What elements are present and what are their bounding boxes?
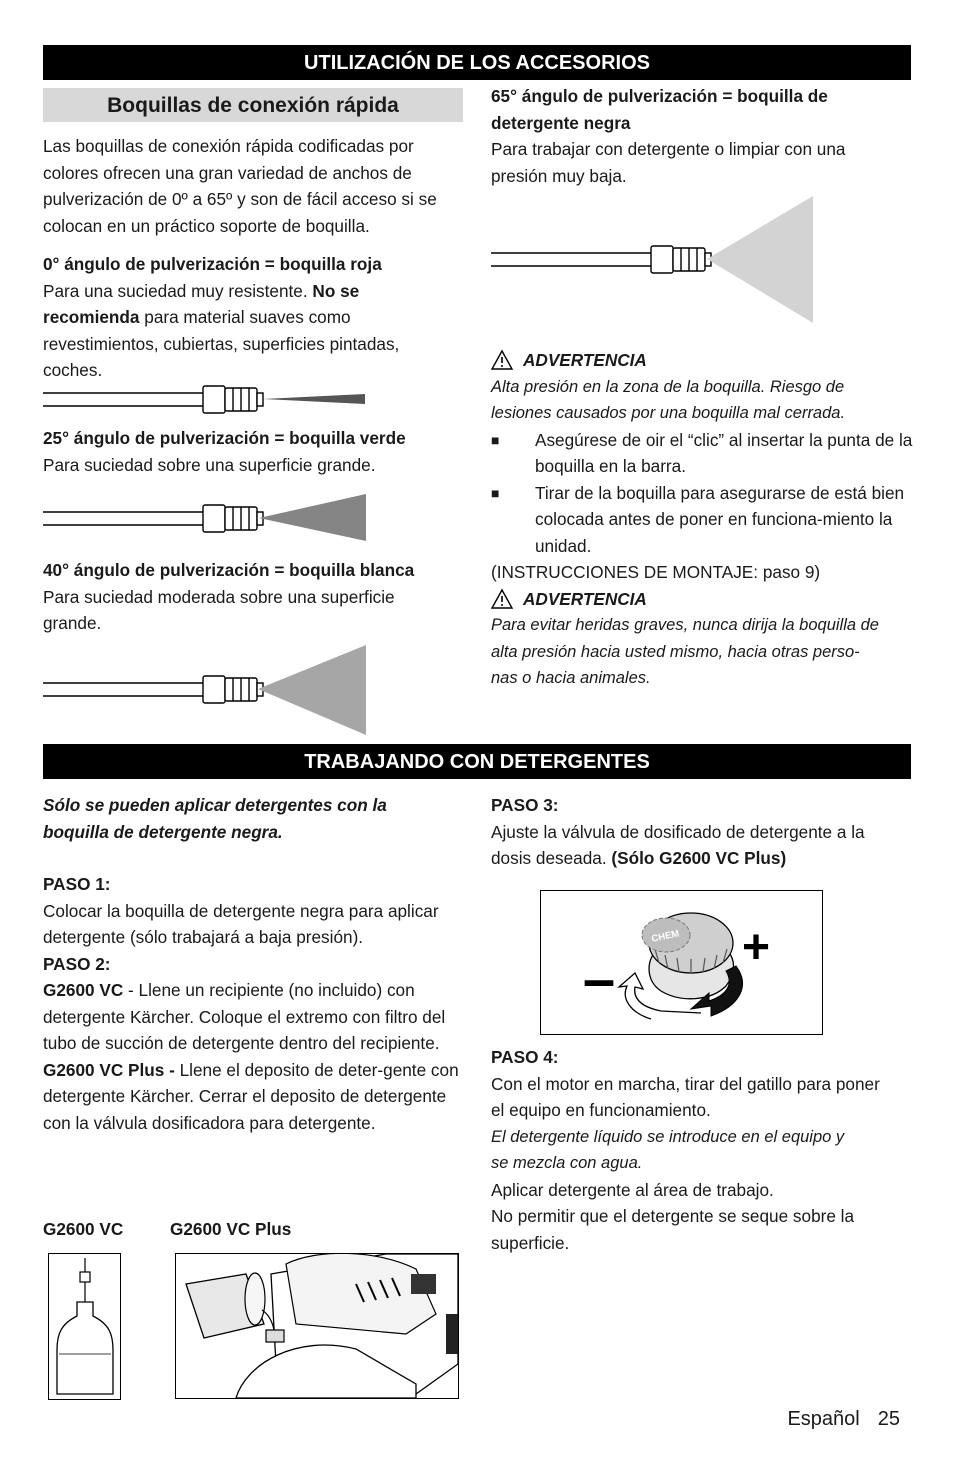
warning-2-text: Para evitar heridas graves, nunca dirija la boquilla de alta presión hacia usted mismo, hacia otras perso-nas o hacia animales. — [491, 616, 879, 687]
warning-1-bullet: ■ Asegúrese de oir el “clic” al insertar la punta de la boquilla en la barra. — [491, 429, 913, 476]
footer-language: Español — [787, 1408, 860, 1430]
nozzle-65-heading: 65° ángulo de pulverización = boquilla de detergente negra — [491, 86, 828, 133]
plus-sign: + — [741, 921, 771, 974]
nozzle-65-text: Para trabajar con detergente o limpiar con una presión muy baja. — [491, 139, 846, 186]
step1-label: PASO 1: — [43, 874, 111, 894]
section-header-detergentes: TRABAJANDO CON DETERGENTES — [43, 744, 911, 779]
detergent-valve-figure — [540, 890, 823, 1035]
step2-label: PASO 2: — [43, 953, 111, 974]
detergent-bottle-figure — [48, 1253, 121, 1400]
chem-label: CHEM — [650, 928, 681, 945]
nozzle-25-illustration — [43, 493, 373, 543]
section-header-accesorios: UTILIZACIÓN DE LOS ACCESORIOS — [43, 45, 911, 80]
warning-triangle-icon — [491, 350, 513, 370]
warning-1-bullet: ■ Tirar de la boquilla para asegurarse de está bien colocada antes de poner en funciona-miento la unidad. — [491, 482, 905, 556]
step3-label: PASO 3: — [491, 795, 559, 815]
assembly-reference: (INSTRUCCIONES DE MONTAJE: paso 9) — [491, 562, 821, 582]
chem-knob-illustration — [541, 891, 822, 1034]
step4-section — [491, 1044, 916, 1256]
step2-vc-plus-text: G2600 VC Plus - Llene el deposito de deter-gente con detergente Kärcher. Cerrar el deposito de detergente con la válvula dosificadora para detergente. — [43, 1059, 459, 1133]
figure-label-g2600vc-plus: G2600 VC Plus — [170, 1219, 292, 1239]
intro-paragraph: Las boquillas de conexión rápida codificadas por colores ofrecen una gran variedad de anchos de pulverización de 0º a 65º y son de fácil acceso si se colocan en un práctico soporte de boquilla. — [43, 136, 437, 236]
nozzle-0-illustration — [43, 384, 373, 416]
nozzle-25-text: Para suciedad sobre una superficie grande. — [43, 454, 376, 475]
nozzle-40-section — [43, 557, 468, 637]
warning-1-title: ADVERTENCIA — [491, 347, 916, 374]
nozzle-0-text: Para una suciedad muy resistente. No se recomienda para material suaves como revestimientos, cubiertas, superficies pintadas, coches. — [43, 280, 400, 380]
step4-label: PASO 4: — [491, 1047, 559, 1067]
nozzle-40-illustration — [43, 645, 373, 737]
minus-sign: – — [582, 947, 616, 1012]
nozzle-65-illustration — [491, 196, 821, 324]
step4-text2: Aplicar detergente al área de trabajo. — [491, 1179, 774, 1200]
bottle-icon — [49, 1254, 120, 1399]
warning-2-title: ADVERTENCIA — [491, 586, 916, 613]
warning-block-1 — [491, 347, 916, 692]
nozzle-40-text: Para suciedad moderada sobre una superficie grande. — [43, 586, 395, 633]
figure-label-g2600vc: G2600 VC — [43, 1219, 124, 1239]
step1-text: Colocar la boquilla de detergente negra para aplicar detergente (sólo trabajará a baja presión). — [43, 900, 439, 947]
nozzle-0-section — [43, 251, 468, 384]
step2-vc-text: G2600 VC - Llene un recipiente (no incluido) con detergente Kärcher. Coloque el extremo con filtro del tubo de succión de detergente dentro del recipiente. — [43, 980, 446, 1053]
page-footer — [787, 1406, 900, 1433]
step3-text: Ajuste la válvula de dosificado de detergente a la dosis deseada. (Sólo G2600 VC Plus) — [491, 821, 865, 868]
nozzle-65-section — [491, 83, 916, 189]
step4-text: Con el motor en marcha, tirar del gatillo para poner el equipo en funcionamiento. — [491, 1073, 880, 1120]
engine-pour-illustration — [176, 1254, 458, 1398]
step4-italic-note: El detergente líquido se introduce en el equipo y se mezcla con agua. — [491, 1127, 845, 1172]
nozzle-25-heading: 25° ángulo de pulverización = boquilla verde — [43, 428, 406, 448]
warning-1-text: Alta presión en la zona de la boquilla. Riesgo de lesiones causados por una boquilla mal cerrada. — [491, 377, 846, 422]
nozzle-40-heading: 40° ángulo de pulverización = boquilla blanca — [43, 560, 415, 580]
step4-text3: No permitir que el detergente se seque sobre la superficie. — [491, 1206, 855, 1253]
subsection-header-boquillas: Boquillas de conexión rápida — [43, 88, 463, 122]
warning-triangle-icon — [491, 589, 513, 609]
page-number: 25 — [877, 1408, 900, 1430]
nozzle-25-section — [43, 425, 468, 478]
detergent-pour-figure — [175, 1253, 459, 1399]
detergent-left-column — [43, 792, 468, 1136]
detergent-intro: Sólo se pueden aplicar detergentes con la boquilla de detergente negra. — [43, 795, 387, 842]
nozzle-0-heading: 0° ángulo de pulverización = boquilla roja — [43, 254, 382, 274]
step3-section — [491, 792, 916, 872]
